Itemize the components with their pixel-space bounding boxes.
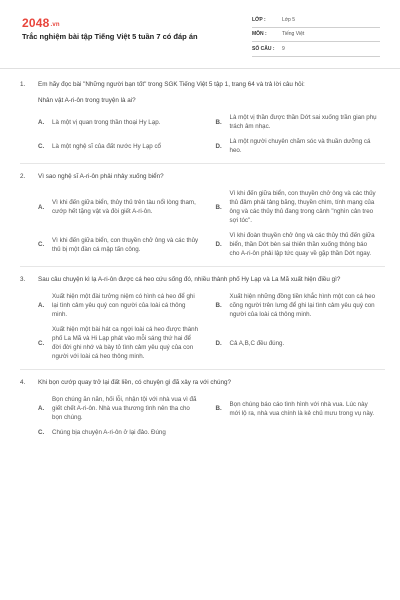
question-divider bbox=[20, 163, 385, 164]
meta-label: LỚP : bbox=[252, 16, 266, 23]
options-grid bbox=[38, 113, 385, 155]
question-divider bbox=[20, 369, 385, 370]
question-number: 3. bbox=[20, 276, 26, 283]
meta-value: Tiếng Việt bbox=[282, 31, 305, 38]
meta-row-subject bbox=[252, 28, 380, 43]
option-text: Bọn chúng ăn năn, hối lỗi, nhận tội với nhà vua vì đã giết chết A-ri-ôn. Nhà vua thương tình nên tha cho bọn chúng. bbox=[52, 396, 197, 421]
question-list bbox=[20, 80, 385, 437]
option-letter: B. bbox=[215, 302, 222, 309]
option-c[interactable] bbox=[38, 137, 208, 155]
option-text: Xuất hiện một bài hát ca ngợi loài cá heo được thành phố La Mã và Hi Lạp phát vào mỗi sáng thứ hai để đời đời ghi nhớ và bày tỏ tình cảm yêu quý của con người với loài cá heo thông minh. bbox=[52, 326, 199, 360]
option-a[interactable] bbox=[38, 189, 208, 225]
option-b[interactable] bbox=[216, 113, 386, 131]
meta-row-class bbox=[252, 13, 380, 28]
meta-label: MÔN : bbox=[252, 31, 267, 38]
meta-row-count bbox=[252, 42, 380, 57]
option-letter: A. bbox=[38, 203, 45, 211]
option-text: Là một vị quan trong thần thoại Hy Lạp. bbox=[52, 118, 161, 126]
option-letter: B. bbox=[215, 405, 222, 412]
option-text: Vì khi đến giữa biển, con thuyền chở ông và các thủy thủ bị một đàn cá mập tấn công. bbox=[52, 236, 199, 253]
option-text: Chúng bịa chuyện A-ri-ôn ở lại đảo. Đúng bbox=[52, 429, 166, 436]
meta-value: Lớp 5 bbox=[282, 16, 296, 23]
option-c[interactable] bbox=[38, 231, 208, 258]
question-text: Khi bọn cướp quay trở lại đất liền, có chuyện gì đã xảy ra với chúng? bbox=[38, 379, 232, 386]
option-text: Xuất hiện một đài tưởng niệm có hình cá heo để ghi lại tình cảm yêu quý con người của loài cá thông minh. bbox=[52, 293, 195, 318]
option-letter: C. bbox=[38, 429, 45, 436]
option-text: Là một vị thần được thần Dớt sai xuống trần gian phụ trách âm nhạc. bbox=[229, 114, 377, 130]
option-c[interactable] bbox=[38, 428, 208, 437]
question-divider bbox=[20, 266, 385, 267]
option-a[interactable] bbox=[38, 395, 208, 422]
question-number: 1. bbox=[20, 81, 26, 88]
question-1 bbox=[20, 80, 385, 155]
option-d[interactable] bbox=[216, 325, 386, 361]
option-letter: C. bbox=[38, 339, 45, 347]
option-text: Xuất hiện những đồng tiền khắc hình một con cá heo cõng người trên lưng để ghi lại tình cảm yêu quý con người của loài cá thông minh. bbox=[229, 293, 376, 318]
option-text: Vì khi đến giữa biển, con thuyền chở ông và các thủy thủ đâm phải tảng băng, thuyền chìm, tính mạng của ông và các thủy thủ đang trong cảnh "nghìn cân treo sợi tóc". bbox=[229, 190, 376, 224]
option-b[interactable] bbox=[216, 189, 386, 225]
options-grid bbox=[38, 292, 385, 361]
option-d[interactable] bbox=[216, 231, 386, 258]
option-text: Bọn chúng báo cáo tình hình với nhà vua. Lúc này mới lộ ra, nhà vua chính là kẻ chủ mưu trong vụ này. bbox=[229, 400, 375, 417]
meta-label: SỐ CÂU : bbox=[252, 45, 275, 52]
question-2 bbox=[20, 172, 385, 258]
option-letter: D. bbox=[215, 241, 222, 248]
question-text: Sau câu chuyện kì lạ A-ri-ôn được cá heo cứu sống đó, nhiều thành phố Hy Lạp và La Mã xuất hiện điều gì? bbox=[38, 276, 341, 283]
option-text: Là một người chuyên chăm sóc và thuần dưỡng cá heo. bbox=[229, 138, 371, 154]
meta-value: 9 bbox=[282, 45, 285, 52]
logo-text: 2048 bbox=[22, 16, 50, 30]
logo-suffix: .vn bbox=[50, 22, 60, 28]
option-letter: C. bbox=[38, 142, 45, 150]
option-letter: D. bbox=[215, 339, 222, 347]
question-number: 4. bbox=[20, 379, 26, 386]
option-letter: B. bbox=[215, 203, 222, 211]
option-text: Cả A,B,C đều đúng. bbox=[229, 339, 285, 347]
option-a[interactable] bbox=[38, 292, 208, 319]
option-d[interactable] bbox=[216, 137, 386, 155]
option-a[interactable] bbox=[38, 113, 208, 131]
question-4 bbox=[20, 378, 385, 437]
meta-table bbox=[252, 13, 380, 57]
options-grid bbox=[38, 395, 385, 437]
option-c[interactable] bbox=[38, 325, 208, 361]
question-subtext: Nhân vật A-ri-ôn trong truyện là ai? bbox=[38, 97, 136, 104]
option-letter: C. bbox=[38, 241, 45, 248]
question-text: Vì sao nghệ sĩ A-ri-ôn phải nhảy xuống biển? bbox=[38, 173, 164, 180]
option-text: Vì khi đoàn thuyền chở ông và các thủy thủ đến giữa biển, thần Dớt bèn sai thiên thần xuống thông báo cho A-ri-ôn phải lập tức quay về gặp thần Dớt ngay. bbox=[229, 232, 375, 257]
page-header bbox=[0, 0, 400, 66]
option-b[interactable] bbox=[216, 395, 386, 422]
options-grid bbox=[38, 189, 385, 258]
question-number: 2. bbox=[20, 173, 26, 180]
option-letter: A. bbox=[38, 302, 45, 309]
page-title: Trắc nghiệm bài tập Tiếng Việt 5 tuần 7 có đáp án bbox=[22, 32, 198, 41]
option-letter: A. bbox=[38, 118, 45, 126]
site-logo[interactable] bbox=[22, 16, 60, 30]
option-letter: D. bbox=[215, 142, 222, 150]
question-text: Em hãy đọc bài "Những người bạn tốt" trong SGK Tiếng Việt 5 tập 1, trang 64 và trả lời câu hỏi: bbox=[38, 81, 305, 88]
option-b[interactable] bbox=[216, 292, 386, 319]
option-text: Là một nghệ sĩ của đất nước Hy Lạp cổ bbox=[52, 142, 161, 150]
option-text: Vì khi đến giữa biển, thủy thủ trên tàu nổi lòng tham, cướp hết tặng vật và đòi giết A-ri-ôn. bbox=[52, 199, 196, 215]
header-divider bbox=[0, 68, 400, 69]
option-letter: A. bbox=[38, 405, 45, 412]
question-3 bbox=[20, 275, 385, 361]
option-letter: B. bbox=[215, 118, 222, 126]
